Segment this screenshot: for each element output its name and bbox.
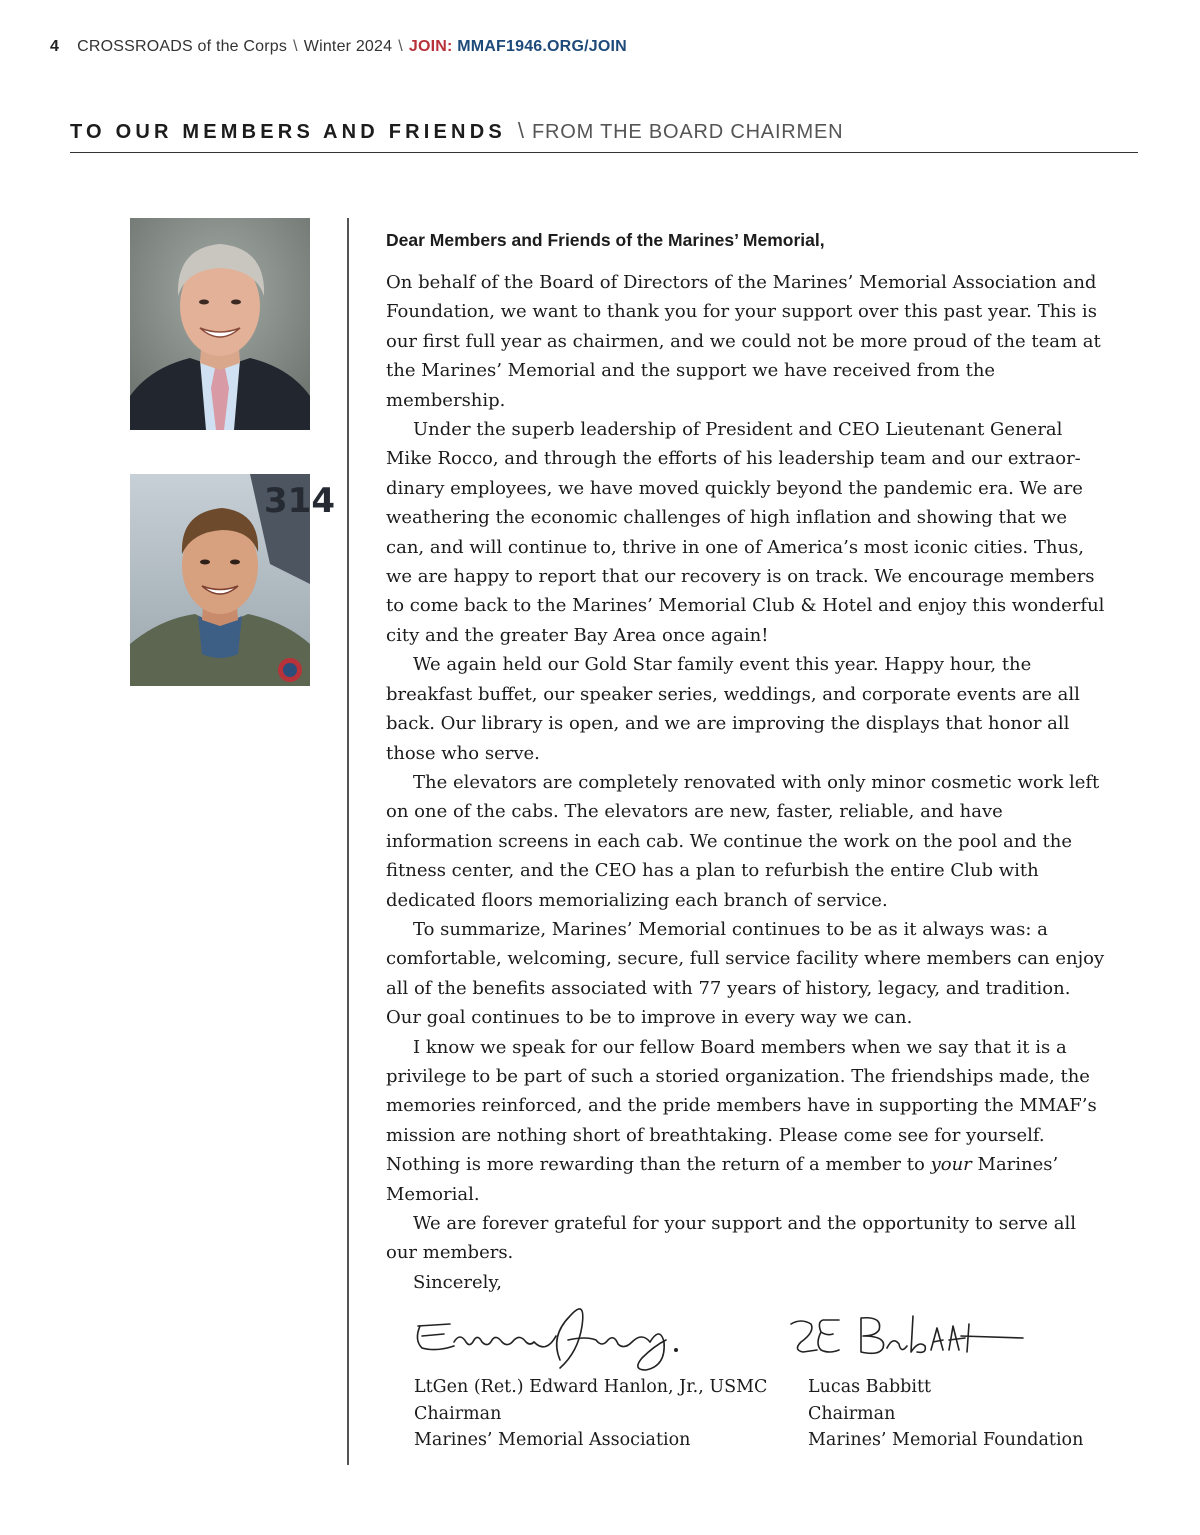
signer-name: LtGen (Ret.) Edward Hanlon, Jr., USMC (414, 1377, 768, 1397)
section-heading (70, 118, 1138, 153)
signer-title: Chairman (414, 1403, 502, 1424)
paragraph-3: We again held our Gold Star family event this year. Happy hour, the breakfast buffet, our speaker series, weddings, and corporate events are all back. Our library is open, and we are improving the displays that honor all those who serve. (386, 654, 1080, 764)
paragraph-1: On behalf of the Board of Directors of the Marines’ Memorial Association and Foundation, we want to thank you for your support over this past year. This is our first full year as chairmen, and we could not be more proud of the team at the Marines’ Memorial and the support we have received from the membership. (386, 272, 1101, 411)
header-separator: \ (293, 38, 298, 55)
signature-hanlon (410, 1296, 700, 1376)
chairman-portrait-2 (130, 474, 335, 686)
signer-organization: Marines’ Memorial Foundation (808, 1430, 1084, 1450)
issue-date: Winter 2024 (303, 38, 393, 55)
signer-block-hanlon (414, 1374, 767, 1454)
svg-text:314: 314 (264, 481, 335, 521)
paragraph-5: To summarize, Marines’ Memorial continues to be as it always was: a comfortable, welcoming, secure, full service facility where members can enjoy all of the benefits associated with 77 years of history, legacy, and tradition. Our goal continues to be to improve in every way we can. (386, 918, 1105, 1029)
section-separator: \ (517, 118, 525, 143)
salutation: Dear Members and Friends of the Marines’ Memorial, (386, 230, 825, 250)
chairman-portrait-1 (130, 218, 310, 430)
signer-title: Chairman (808, 1403, 896, 1424)
paragraph-6-end: Marines’ Memorial. (386, 1154, 1059, 1205)
join-link[interactable]: MMAF1946.ORG/JOIN (457, 38, 627, 55)
publication-name: CROSSROADS of the Corps (77, 38, 288, 55)
signer-name: Lucas Babbitt (808, 1377, 932, 1397)
paragraph-7: We are forever grateful for your support and the opportunity to serve all our members. (386, 1213, 1076, 1264)
signer-block-babbitt (808, 1374, 1083, 1454)
paragraph-2: Under the superb leadership of President and CEO Lieutenant General Mike Rocco, and through the efforts of his leadership team and our extraordinary employees, we have moved quickly beyond the pandemic era. We are weathering the economic challenges of high inflation and showing that we can, and will continue to, thrive in one of America’s most iconic cities. Thus, we are happy to report that our recovery is on track. We encourage members to come back to the Marines’ Memorial Club & Hotel and enjoy this wonderful city and the greater Bay Area once again! (386, 419, 1105, 646)
signer-organization: Marines’ Memorial Association (414, 1430, 691, 1450)
section-title: TO OUR MEMBERS AND FRIENDS (70, 121, 506, 143)
join-label: JOIN: (408, 38, 453, 55)
column-divider (347, 218, 349, 1465)
signature-babbitt (787, 1310, 1027, 1370)
paragraph-6-text: I know we speak for our fellow Board members when we say that it is a privilege to be part of such a storied organization. The friendships made, the memories reinforced, and the pride members have in supporting the MMAF’s mission are nothing short of breathtaking. Please come see for yourself. Nothing is more rewarding than the return of a member to (386, 1036, 1097, 1176)
running-header (50, 38, 627, 56)
paragraph-6 (386, 1033, 1106, 1209)
header-separator-2: \ (398, 38, 403, 55)
closing: Sincerely, (413, 1271, 502, 1293)
letter-body (386, 226, 1106, 1297)
page-number: 4 (50, 38, 60, 55)
paragraph-4: The elevators are completely renovated with only minor cosmetic work left on one of the cabs. The elevators are new, faster, reliable, and have information screens in each cab. We continue the work on the pool and the fitness center, and the CEO has a plan to refurbish the entire Club with dedicated floors memorializing each branch of service. (386, 771, 1100, 911)
section-subtitle: FROM THE BOARD CHAIRMEN (532, 121, 844, 143)
paragraph-6-emphasis: your (930, 1154, 972, 1176)
